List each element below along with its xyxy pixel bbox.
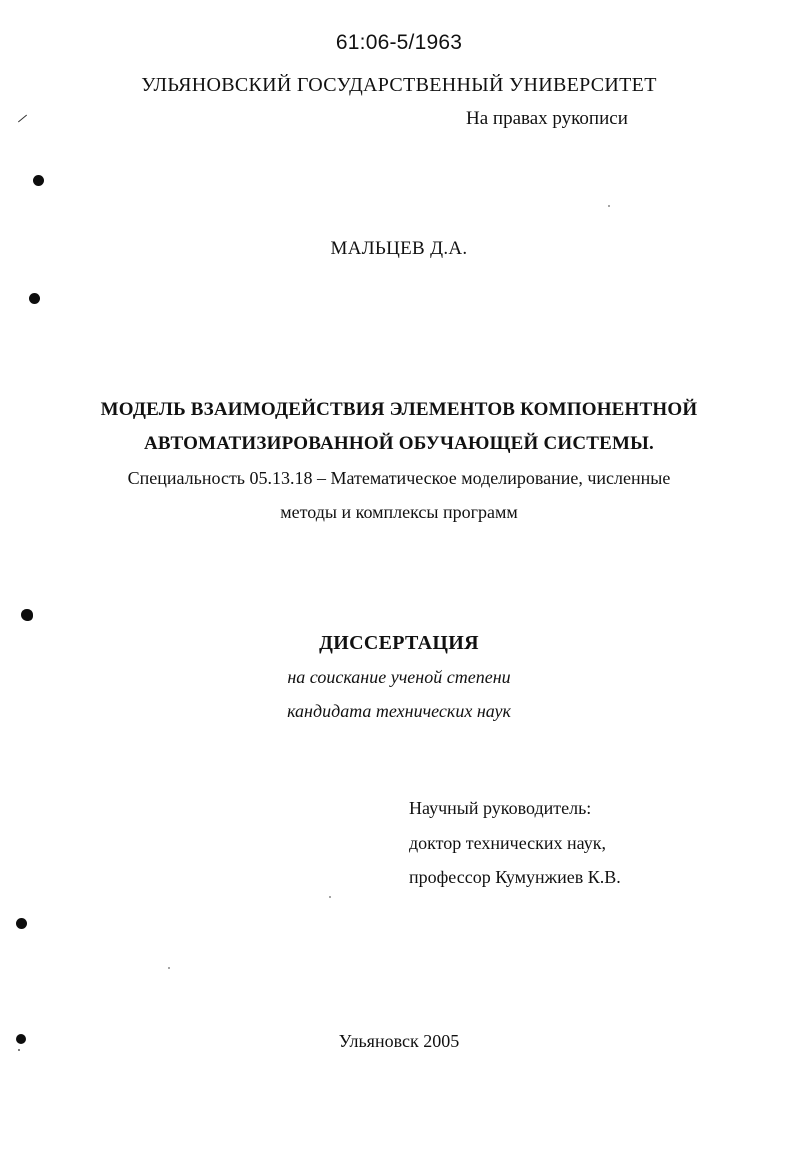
scan-speck [18, 1049, 20, 1051]
supervisor-label: Научный руководитель: [409, 798, 592, 818]
city-year: Ульяновск 2005 [338, 1031, 460, 1051]
scan-speck [168, 967, 170, 969]
document-type-heading: ДИССЕРТАЦИЯ [319, 632, 479, 654]
author-name: МАЛЬЦЕВ Д.А. [330, 238, 468, 259]
rights-note: На правах рукописи [466, 108, 628, 129]
scan-mark [29, 293, 40, 304]
scan-scratch [18, 115, 27, 123]
thesis-title-line-1: МОДЕЛЬ ВЗАИМОДЕЙСТВИЯ ЭЛЕМЕНТОВ КОМПОНЕНТНОЙ [100, 399, 698, 420]
scan-mark [33, 175, 44, 186]
university-name: УЛЬЯНОВСКИЙ ГОСУДАРСТВЕННЫЙ УНИВЕРСИТЕТ [141, 74, 657, 96]
scan-mark [16, 1034, 26, 1044]
scan-speck [608, 205, 610, 207]
specialty-line-2: методы и комплексы программ [280, 502, 518, 522]
degree-line-2: кандидата технических наук [287, 701, 511, 721]
thesis-title-line-2: АВТОМАТИЗИРОВАННОЙ ОБУЧАЮЩЕЙ СИСТЕМЫ. [144, 433, 654, 454]
supervisor-name: профессор Кумунжиев К.В. [409, 867, 621, 887]
degree-line-1: на соискание ученой степени [287, 667, 511, 687]
specialty-line-1: Специальность 05.13.18 – Математическое моделирование, численные [127, 468, 671, 488]
scan-mark [21, 609, 33, 621]
catalog-number: 61:06-5/1963 [335, 31, 463, 54]
scan-mark [16, 918, 27, 929]
scan-speck [329, 896, 331, 898]
supervisor-degree: доктор технических наук, [409, 833, 606, 853]
